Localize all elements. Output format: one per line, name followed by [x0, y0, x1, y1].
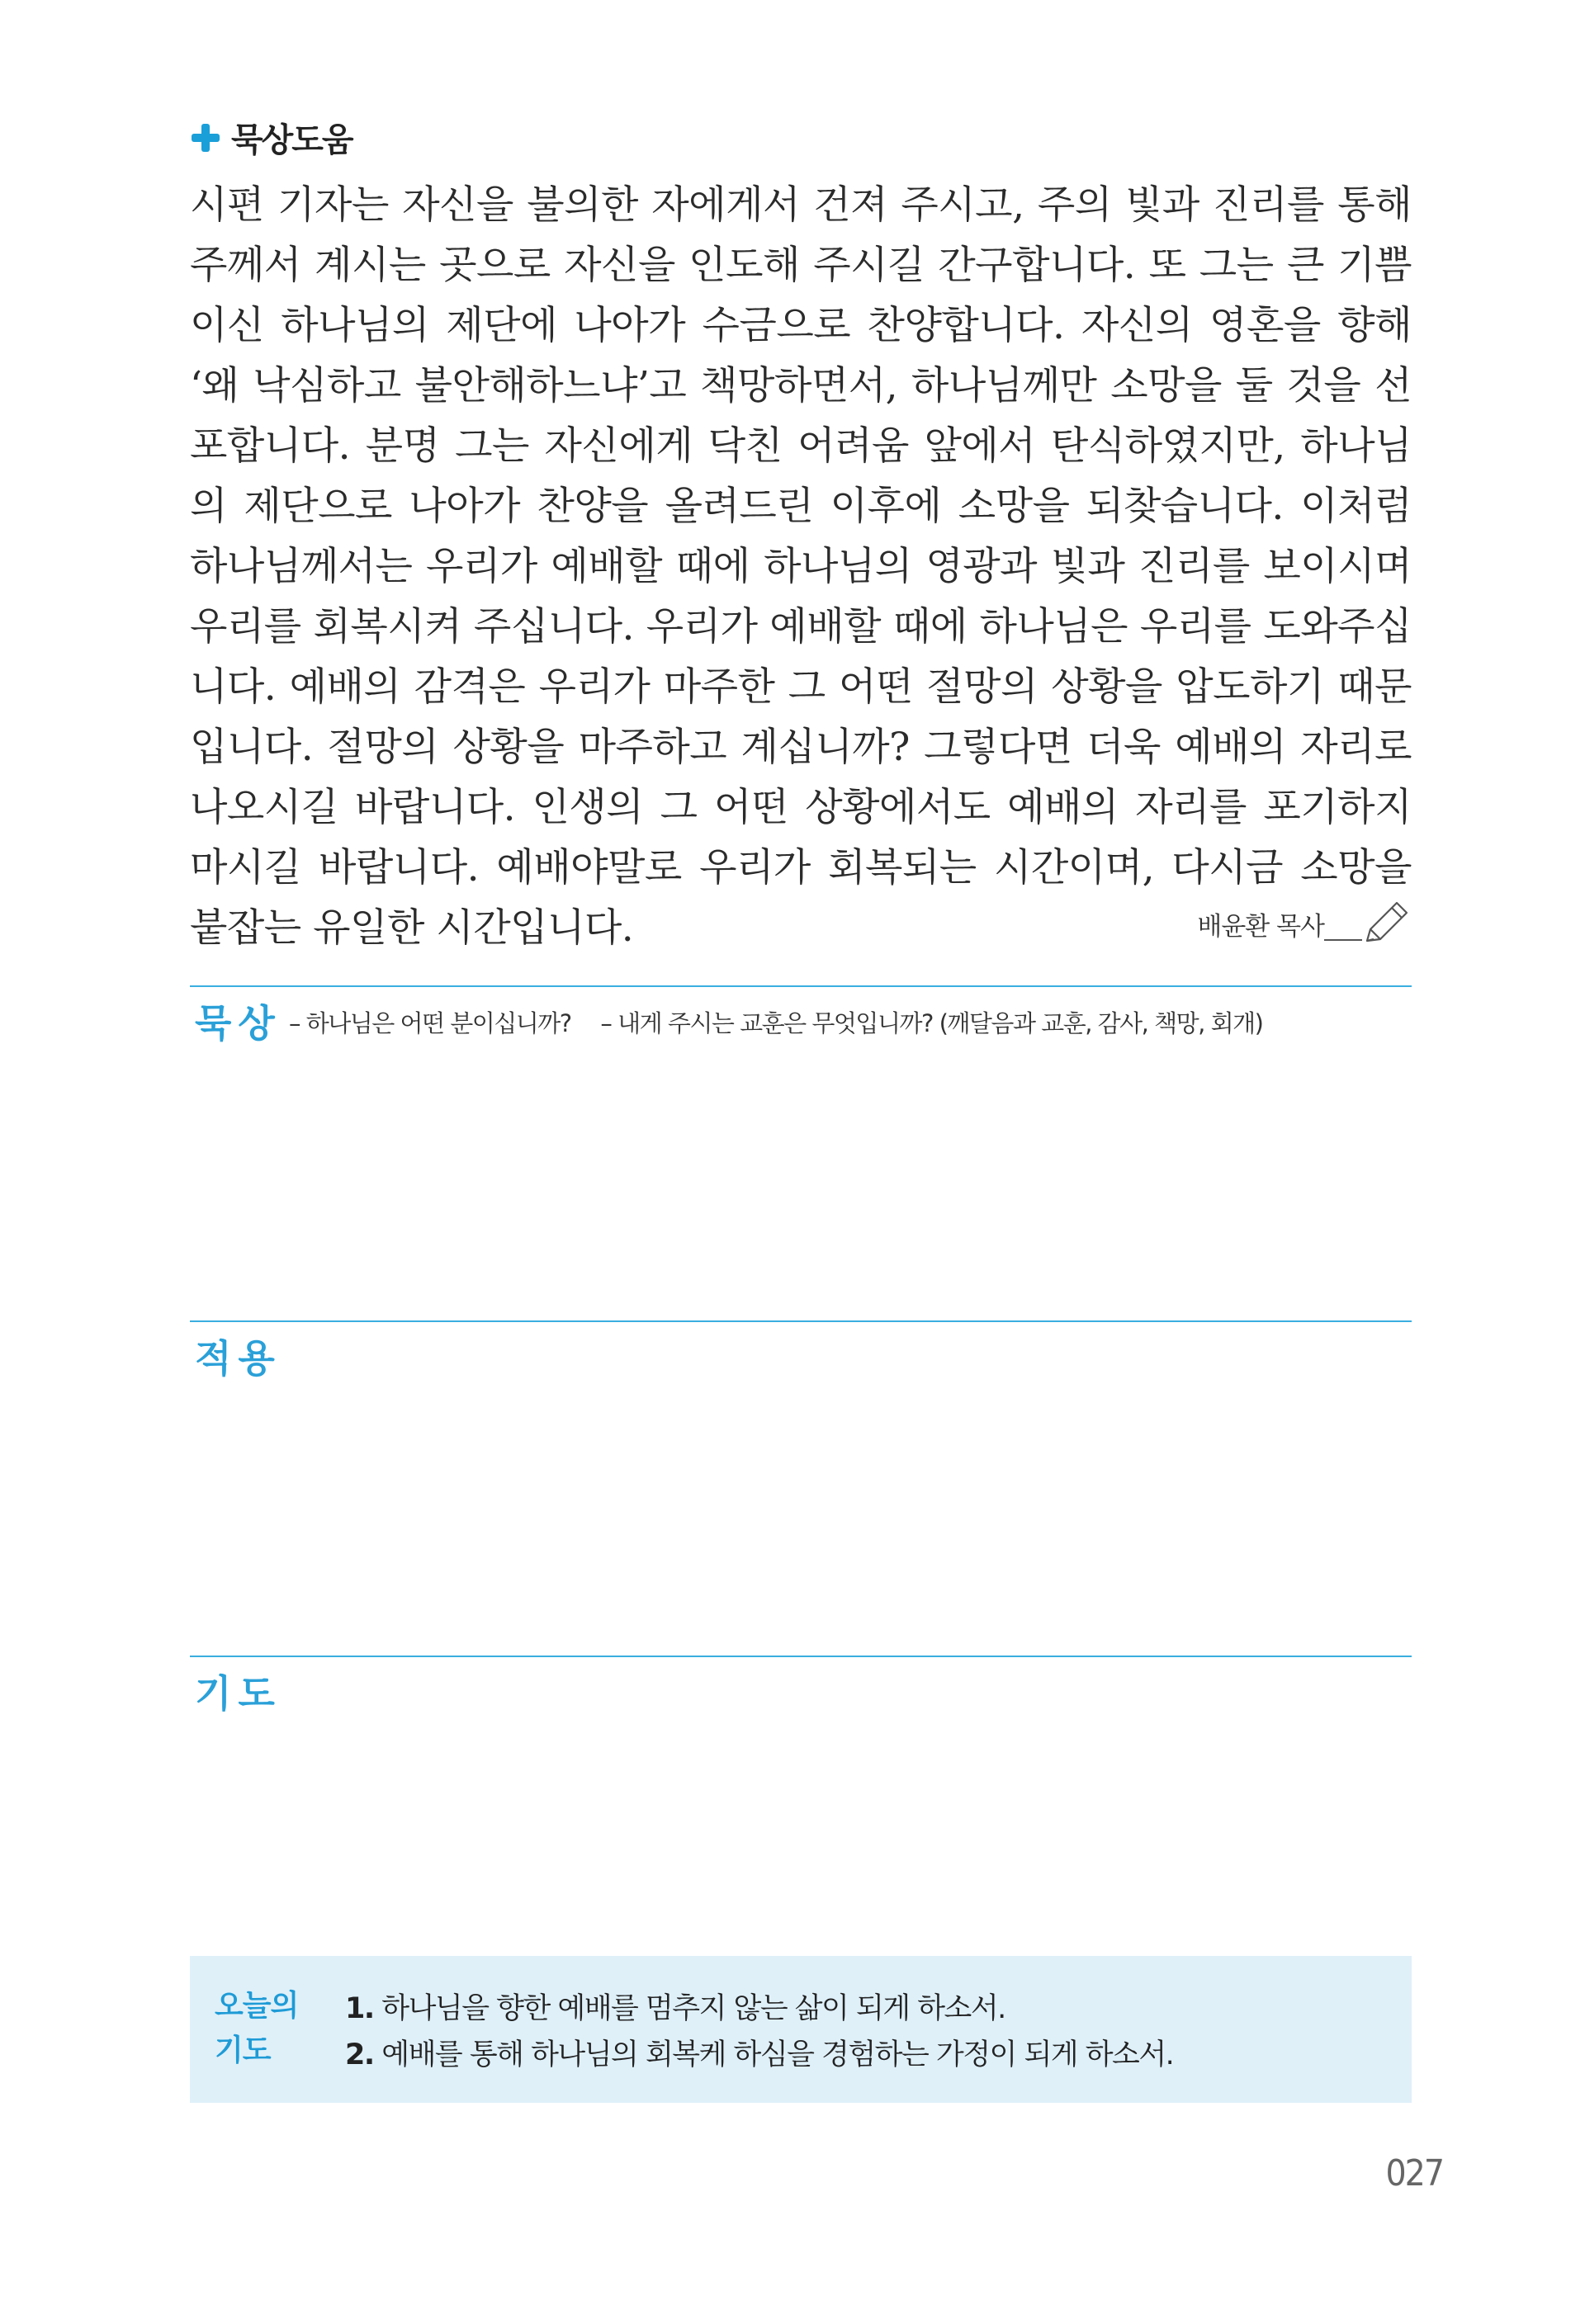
application-section: [190, 1320, 1412, 1657]
help-heading: [192, 114, 352, 161]
meditation-section: [190, 985, 1412, 1322]
todays-prayer-list: [345, 1986, 1173, 2078]
author-signature: [1197, 898, 1412, 947]
meditation-label: 묵상: [195, 1001, 282, 1046]
prayer-label: 기도: [195, 1671, 282, 1716]
page-number: 027: [1385, 2152, 1443, 2194]
meditation-hints: [289, 1005, 1285, 1039]
meditation-hint-2: – 내게 주시는 교훈은 무엇입니까? (깨달음과 교훈, 감사, 책망, 회개): [600, 1009, 1263, 1037]
help-title: 묵상도움: [231, 121, 352, 159]
signature-line: [1324, 939, 1362, 941]
meditation-hint-1: – 하나님은 어떤 분이십니까?: [289, 1009, 571, 1037]
prayer-section: [190, 1656, 1412, 1930]
application-label: 적용: [195, 1336, 282, 1381]
pencil-icon: [1362, 898, 1412, 947]
todays-prayer-label: 오늘의 기도: [215, 1989, 299, 2067]
prayer-item: 2. 예배를 통해 하나님의 회복케 하심을 경험하는 가정이 되게 하소서.: [345, 2038, 1174, 2071]
todays-prayer-box: [190, 1956, 1412, 2103]
meditation-body-text: 시편 기자는 자신을 불의한 자에게서 건져 주시고, 주의 빛과 진리를 통해 주께서 계시는 곳으로 자신을 인도해 주시길 간구합니다. 또 그는 큰 기쁨이신 하나님의 제단에 나아가 수금으로 찬양합니다. 자신의 영혼을 향해 ‘왜 낙심하고 불안해하느냐’고 책망하면서, 하나님께만 소망을 둘 것을 선포합니다. 분명 그는 자신에게 닥친 어려움 앞에서 탄식하였지만, 하나님의 제단으로 나아가 찬양을 올려드린 이후에 소망을 되찾습니다. 이처럼 하나님께서는 우리가 예배할 때에 하나님의 영광과 빛과 진리를 보이시며 우리를 회복시켜 주십니다. 우리가 예배할 때에 하나님은 우리를 도와주십니다. 예배의 감격은 우리가 마주한 그 어떤 절망의 상황을 압도하기 때문입니다. 절망의 상황을 마주하고 계십니까? 그렇다면 더욱 예배의 자리로 나오시길 바랍니다. 인생의 그 어떤 상황에서도 예배의 자리를 포기하지 마시길 바랍니다. 예배야말로 우리가 회복되는 시간이며, 다시금 소망을 붙잡는 유일한 시간입니다.: [190, 182, 1412, 951]
prayer-item: 1. 하나님을 향한 예배를 멈추지 않는 삶이 되게 하소서.: [345, 1992, 1005, 2025]
plus-icon: [192, 124, 220, 152]
author-name: 배윤환 목사: [1197, 912, 1324, 942]
